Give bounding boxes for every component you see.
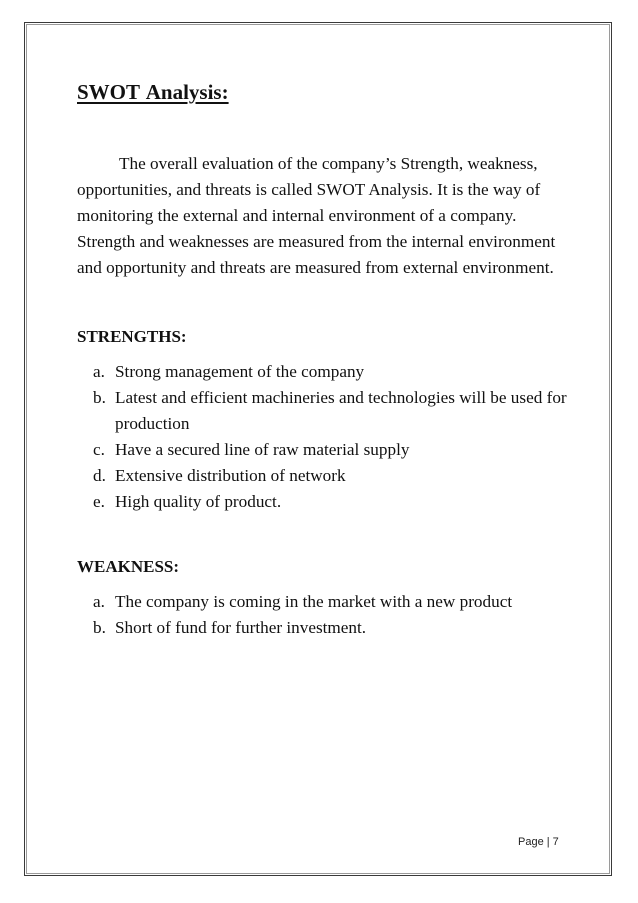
list-item-text: High quality of product. [115,492,282,511]
list-marker: b. [93,618,106,637]
intro-paragraph: The overall evaluation of the company’s Strength, weakness, opportunities, and threats is called SWOT Analysis. It is the way of monitoring the external and internal environment of a company. Strength and weaknesses are measured from the internal environment and opportunity and threats are measured from external environment. [77,154,556,277]
list-item-text: The company is coming in the market with a new product [115,592,513,611]
list-marker: b. [93,388,106,407]
list-marker: a. [93,362,105,381]
list-marker: c. [93,440,105,459]
list-item-text: Latest and efficient machineries and technologies will be used for production [115,388,567,433]
list-item [77,615,567,641]
strengths-heading: STRENGTHS: [77,327,187,346]
list-item [77,589,567,615]
list-item [77,463,567,489]
strengths-list [77,359,567,515]
list-marker: e. [93,492,105,511]
list-item [77,489,567,515]
list-item [77,359,567,385]
list-item-text: Extensive distribution of network [115,466,346,485]
list-item-text: Strong management of the company [115,362,365,381]
page-title: SWOT Analysis: [77,80,229,104]
page-content [77,78,567,641]
list-item-text: Short of fund for further investment. [115,618,367,637]
list-marker: d. [93,466,106,485]
list-item [77,385,567,437]
weakness-heading: WEAKNESS: [77,557,180,576]
list-item-text: Have a secured line of raw material supply [115,440,410,459]
weakness-list [77,589,567,641]
list-marker: a. [93,592,105,611]
list-item [77,437,567,463]
page-number: Page | 7 [518,836,559,848]
